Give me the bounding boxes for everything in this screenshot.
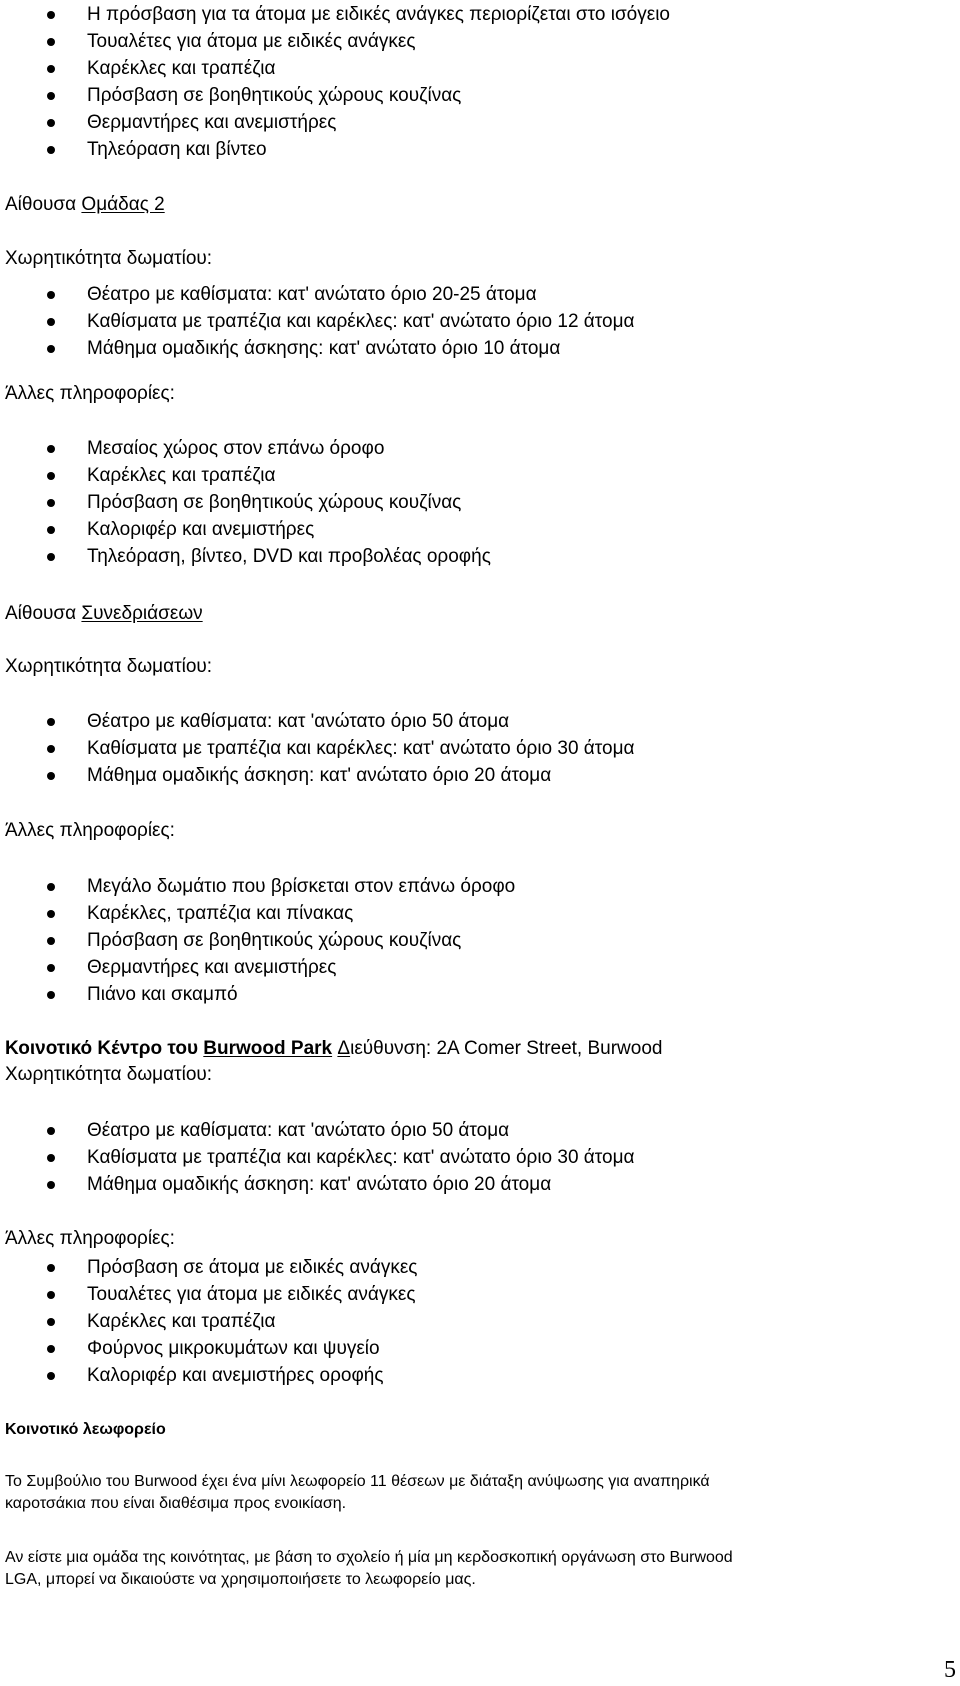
list-item: Πρόσβαση σε βοηθητικούς χώρους κουζίνας — [87, 930, 462, 951]
bullet-icon — [47, 146, 55, 154]
section-title — [5, 1038, 662, 1060]
bullet-icon — [47, 472, 55, 480]
bullet-icon — [47, 119, 55, 127]
list-item: Θέατρο με καθίσματα: κατ' ανώτατο όριο 20-25 άτομα — [87, 284, 537, 305]
list-item: Τουαλέτες για άτομα με ειδικές ανάγκες — [87, 31, 416, 52]
bullet-icon — [47, 745, 55, 753]
bullet-icon — [47, 772, 55, 780]
list-item: Καθίσματα με τραπέζια και καρέκλες: κατ' ανώτατο όριο 30 άτομα — [87, 1147, 635, 1168]
list-item: Θερμαντήρες και ανεμιστήρες — [87, 957, 337, 978]
list-item: Μεγάλο δωμάτιο που βρίσκεται στον επάνω όροφο — [87, 876, 516, 897]
section-title — [5, 603, 203, 625]
list-item: Καρέκλες και τραπέζια — [87, 1311, 276, 1332]
title-bold-underlined: Burwood Park — [203, 1038, 333, 1059]
list-item: Μάθημα ομαδικής άσκηση: κατ' ανώτατο όριο 20 άτομα — [87, 1174, 552, 1195]
section-title — [5, 194, 165, 216]
capacity-label: Χωρητικότητα δωματίου: — [5, 1064, 213, 1085]
bullet-icon — [47, 445, 55, 453]
bullet-icon — [47, 526, 55, 534]
bus-paragraph-1-line-2: καροτσάκια που είναι διαθέσιμα προς ενοικίαση. — [5, 1495, 347, 1512]
capacity-label: Χωρητικότητα δωματίου: — [5, 656, 213, 677]
bullet-icon — [47, 991, 55, 999]
bullet-icon — [47, 291, 55, 299]
bullet-icon — [47, 1318, 55, 1326]
list-item: Πιάνο και σκαμπό — [87, 984, 238, 1005]
list-item: Τουαλέτες για άτομα με ειδικές ανάγκες — [87, 1284, 416, 1305]
bullet-icon — [47, 1345, 55, 1353]
list-item: Καρέκλες και τραπέζια — [87, 58, 276, 79]
list-item: Καλοριφέρ και ανεμιστήρες οροφής — [87, 1365, 384, 1386]
bullet-icon — [47, 1372, 55, 1380]
bullet-icon — [47, 1291, 55, 1299]
bus-paragraph-2-line-2: LGA, μπορεί να δικαιούστε να χρησιμοποιήσετε το λεωφορείο μας. — [5, 1571, 476, 1588]
list-item: Θερμαντήρες και ανεμιστήρες — [87, 112, 337, 133]
bullet-icon — [47, 1181, 55, 1189]
bullet-icon — [47, 1264, 55, 1272]
list-item: Καλοριφέρ και ανεμιστήρες — [87, 519, 315, 540]
bullet-icon — [47, 964, 55, 972]
bullet-icon — [47, 92, 55, 100]
list-item: Θέατρο με καθίσματα: κατ 'ανώτατο όριο 50 άτομα — [87, 1120, 510, 1141]
bullet-icon — [47, 499, 55, 507]
title-bold: Κοινοτικό Κέντρο του — [5, 1038, 204, 1059]
list-item: Τηλεόραση και βίντεο — [87, 139, 267, 160]
address-initial: Δ — [337, 1038, 351, 1059]
bus-paragraph-1-line-1: Το Συμβούλιο του Burwood έχει ένα μίνι λεωφορείο 11 θέσεων με διάταξη ανύψωσης για αναπηρικά — [5, 1473, 710, 1490]
list-item: Καρέκλες και τραπέζια — [87, 465, 276, 486]
list-item: Πρόσβαση σε άτομα με ειδικές ανάγκες — [87, 1257, 418, 1278]
bullet-icon — [47, 345, 55, 353]
bullet-icon — [47, 718, 55, 726]
bullet-icon — [47, 1154, 55, 1162]
page-number: 5 — [944, 1657, 956, 1683]
list-item: Καθίσματα με τραπέζια και καρέκλες: κατ' ανώτατο όριο 12 άτομα — [87, 311, 635, 332]
bullet-icon — [47, 65, 55, 73]
list-item: Η πρόσβαση για τα άτομα με ειδικές ανάγκες περιορίζεται στο ισόγειο — [87, 4, 670, 25]
bullet-icon — [47, 910, 55, 918]
title-part: Αίθουσα — [5, 194, 82, 215]
list-item: Φούρνος μικροκυμάτων και ψυγείο — [87, 1338, 380, 1359]
bullet-icon — [47, 38, 55, 46]
bullet-icon — [47, 553, 55, 561]
bullet-icon — [47, 1127, 55, 1135]
info-label: Άλλες πληροφορίες: — [5, 383, 175, 404]
list-item: Μάθημα ομαδικής άσκησης: κατ' ανώτατο όριο 10 άτομα — [87, 338, 561, 359]
list-item: Τηλεόραση, βίντεο, DVD και προβολέας οροφής — [87, 546, 491, 567]
list-item: Πρόσβαση σε βοηθητικούς χώρους κουζίνας — [87, 85, 462, 106]
capacity-label: Χωρητικότητα δωματίου: — [5, 248, 213, 269]
bullet-icon — [47, 937, 55, 945]
list-item: Καθίσματα με τραπέζια και καρέκλες: κατ' ανώτατο όριο 30 άτομα — [87, 738, 635, 759]
bus-paragraph-2-line-1: Αν είστε μια ομάδα της κοινότητας, με βάση το σχολείο ή μία μη κερδοσκοπική οργάνωση στο Burwood — [5, 1549, 733, 1566]
address-text: ιεύθυνση: 2A Comer Street, Burwood — [350, 1038, 663, 1059]
info-label: Άλλες πληροφορίες: — [5, 820, 175, 841]
title-part: Αίθουσα — [5, 603, 82, 624]
list-item: Μάθημα ομαδικής άσκηση: κατ' ανώτατο όριο 20 άτομα — [87, 765, 552, 786]
title-part-underlined: Ομάδας 2 — [81, 194, 165, 215]
list-item: Μεσαίος χώρος στον επάνω όροφο — [87, 438, 385, 459]
list-item: Καρέκλες, τραπέζια και πίνακας — [87, 903, 354, 924]
bullet-icon — [47, 11, 55, 19]
list-item: Θέατρο με καθίσματα: κατ 'ανώτατο όριο 50 άτομα — [87, 711, 510, 732]
bullet-icon — [47, 883, 55, 891]
title-part-underlined: Συνεδριάσεων — [81, 603, 203, 624]
list-item: Πρόσβαση σε βοηθητικούς χώρους κουζίνας — [87, 492, 462, 513]
info-label: Άλλες πληροφορίες: — [5, 1228, 175, 1249]
bullet-icon — [47, 318, 55, 326]
bus-heading: Κοινοτικό λεωφορείο — [5, 1421, 166, 1438]
